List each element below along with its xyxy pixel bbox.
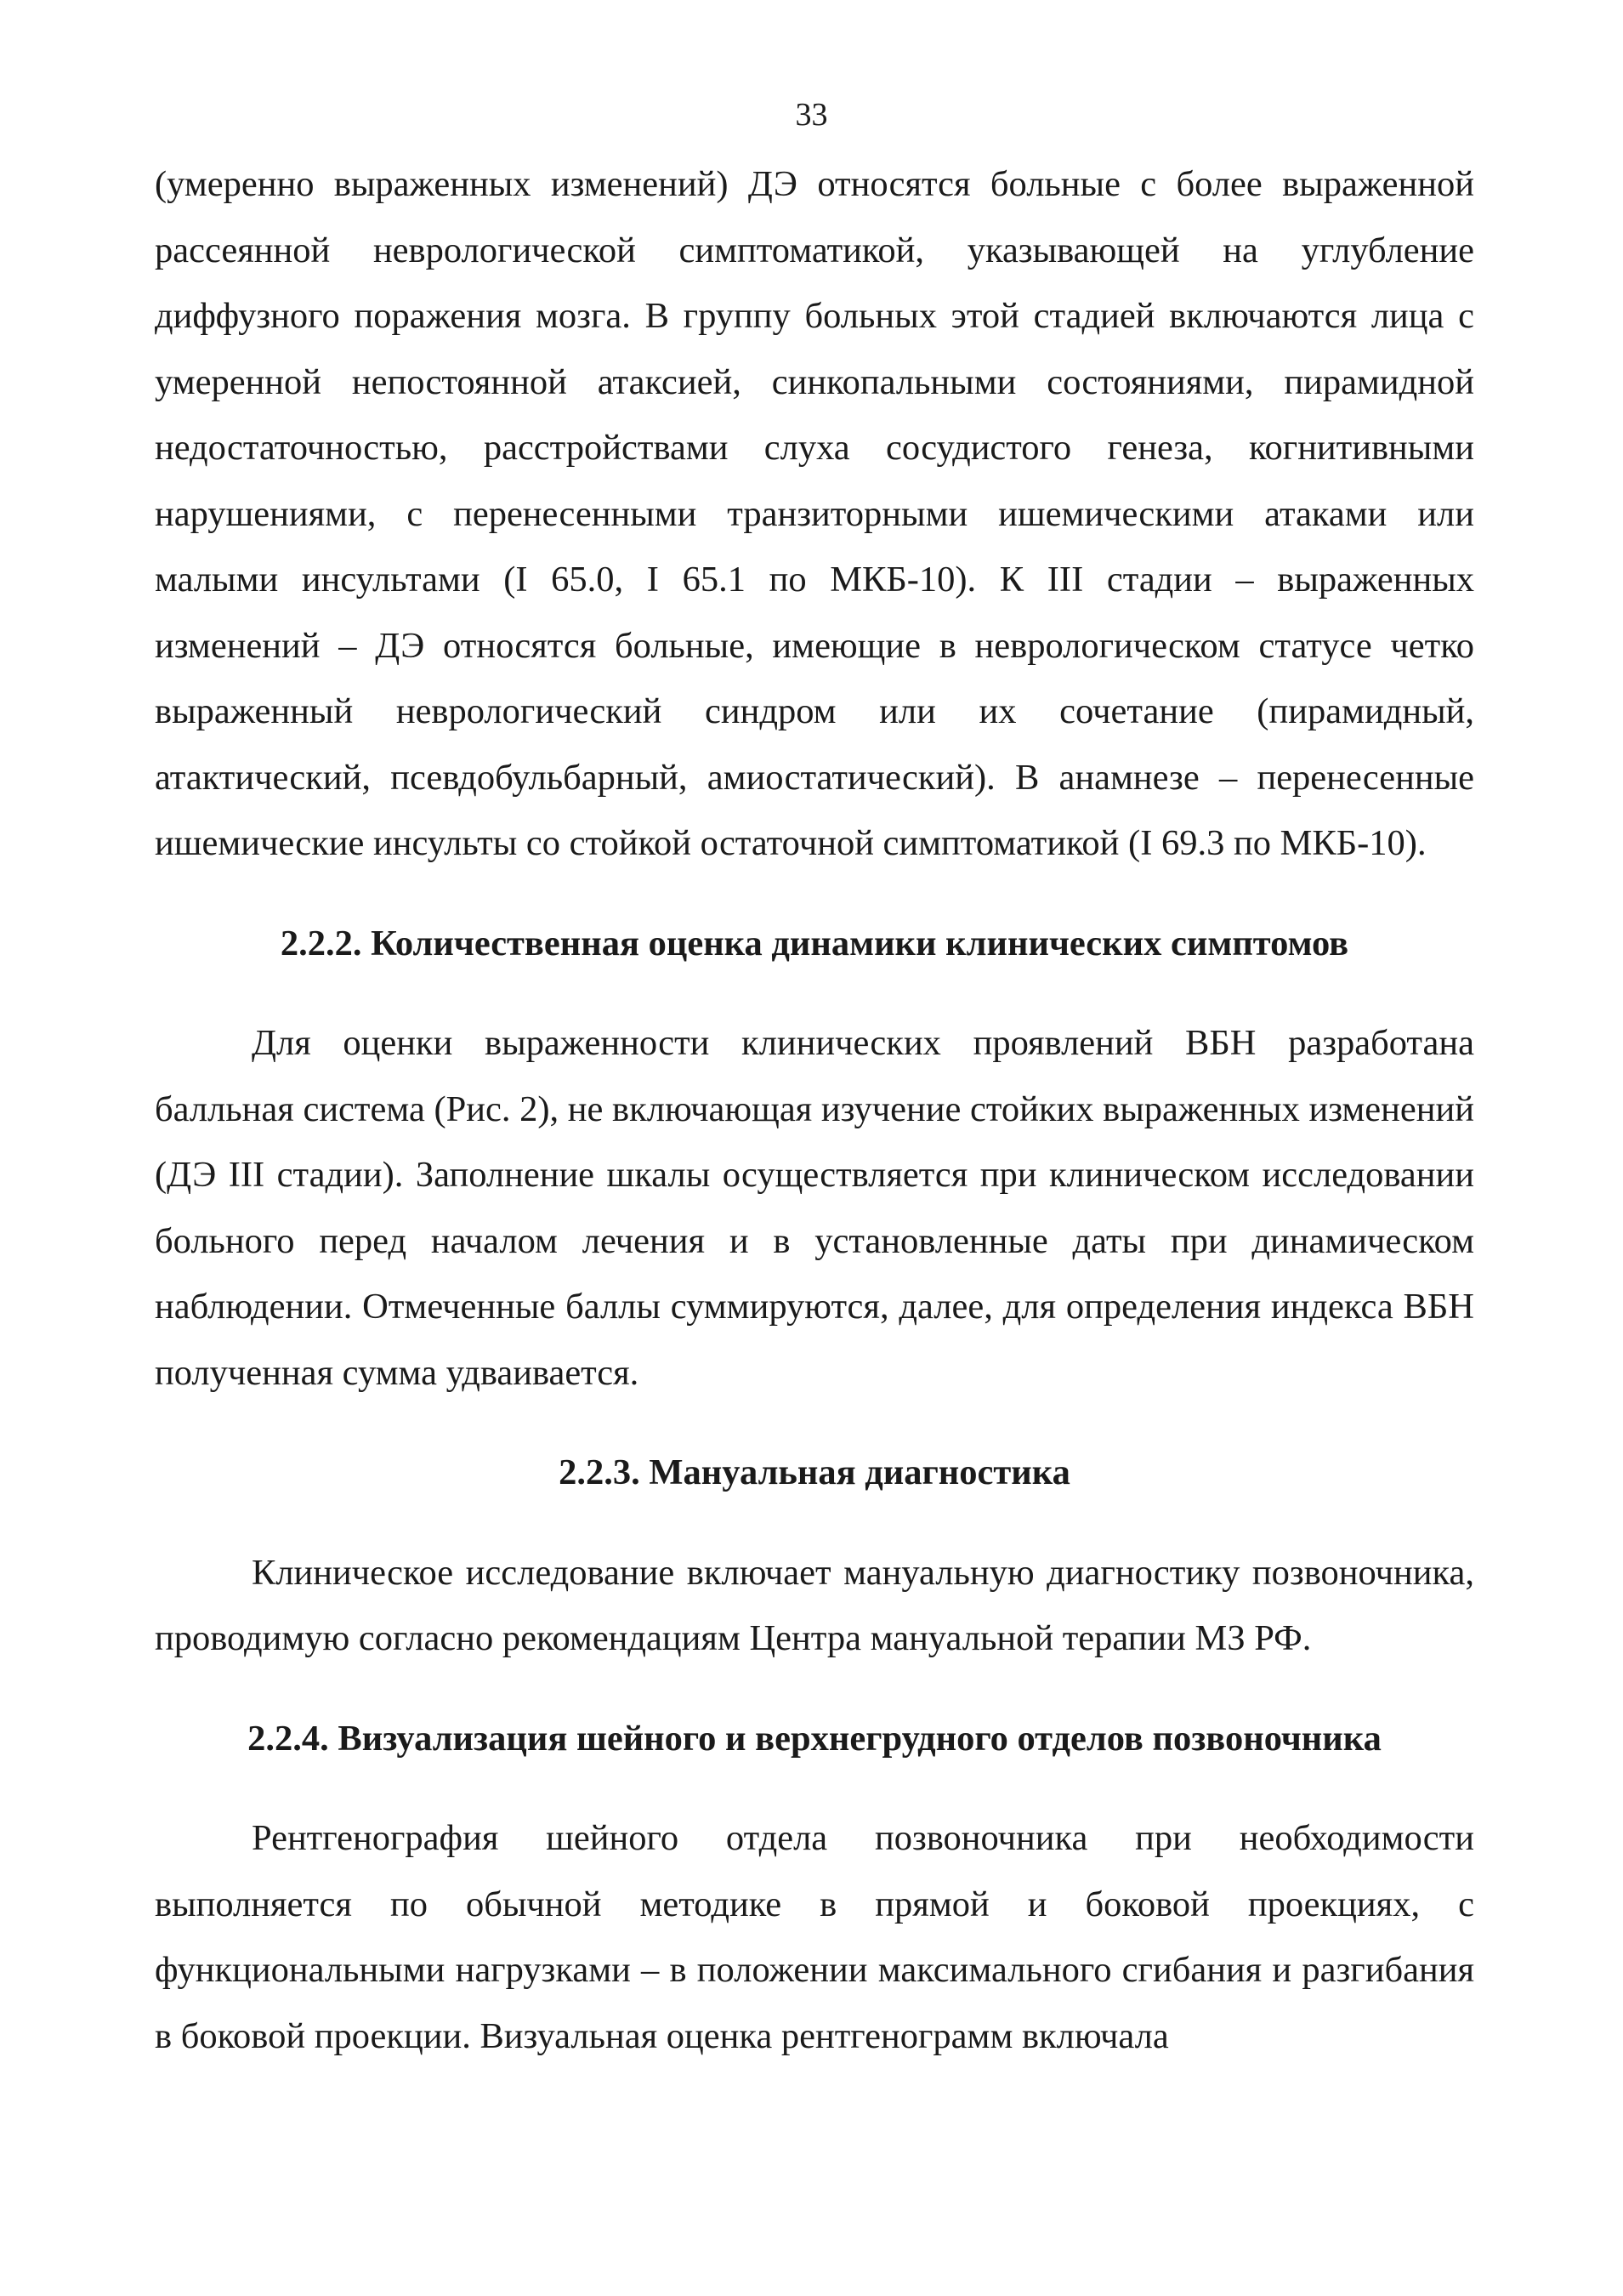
section-heading-2-2-4: 2.2.4. Визуализация шейного и верхнегрудного отделов позвоночника — [247, 1718, 1382, 1759]
section-heading-2-2-2: 2.2.2. Количественная оценка динамики клинических симптомов — [280, 923, 1349, 963]
page-number: 33 — [795, 97, 828, 133]
paragraph-manual-diagnostics: Клиническое исследование включает мануальную диагностику позвоночника, проводимую согласно рекомендациям Центра мануальной терапии МЗ РФ. — [155, 1552, 1474, 1658]
paragraph-radiography: Рентгенография шейного отдела позвоночника при необходимости выполняется по обычной методике в прямой и боковой проекциях, с функциональными нагрузками – в положении максимального сгибания и разгибания в боковой проекции. Визуальная оценка рентгенограмм включала — [155, 1818, 1474, 2056]
paragraph-stage-description: (умеренно выраженных изменений) ДЭ относятся больные с более выраженной рассеянной неврологической симптоматикой, указывающей на углубление диффузного поражения мозга. В группу больных этой стадией включаются лица с умеренной непостоянной атаксией, синкопальными состояниями, пирамидной недостаточностью, расстройствами слуха сосудистого генеза, когнитивными нарушениями, с перенесенными транзиторными ишемическими атаками или малыми инсультами (I 65.0, I 65.1 по МКБ-10). К III стадии – выраженных изменений – ДЭ относятся больные, имеющие в неврологическом статусе четко выраженный неврологический синдром или их сочетание (пирамидный, атактический, псевдобульбарный, амиостатический). В анамнезе – перенесенные ишемические инсульты со стойкой остаточной симптоматикой (I 69.3 по МКБ-10). — [155, 164, 1474, 863]
section-heading-2-2-3: 2.2.3. Мануальная диагностика — [559, 1452, 1070, 1492]
page-content — [155, 151, 1474, 2069]
paragraph-scoring-system: Для оценки выраженности клинических проявлений ВБН разработана балльная система (Рис. 2), не включающая изучение стойких выраженных изменений (ДЭ III стадии). Заполнение шкалы осуществляется при клиническом исследовании больного перед началом лечения и в установленные даты при динамическом наблюдении. Отмеченные баллы суммируются, далее, для определения индекса ВБН полученная сумма удваивается. — [155, 1023, 1474, 1393]
